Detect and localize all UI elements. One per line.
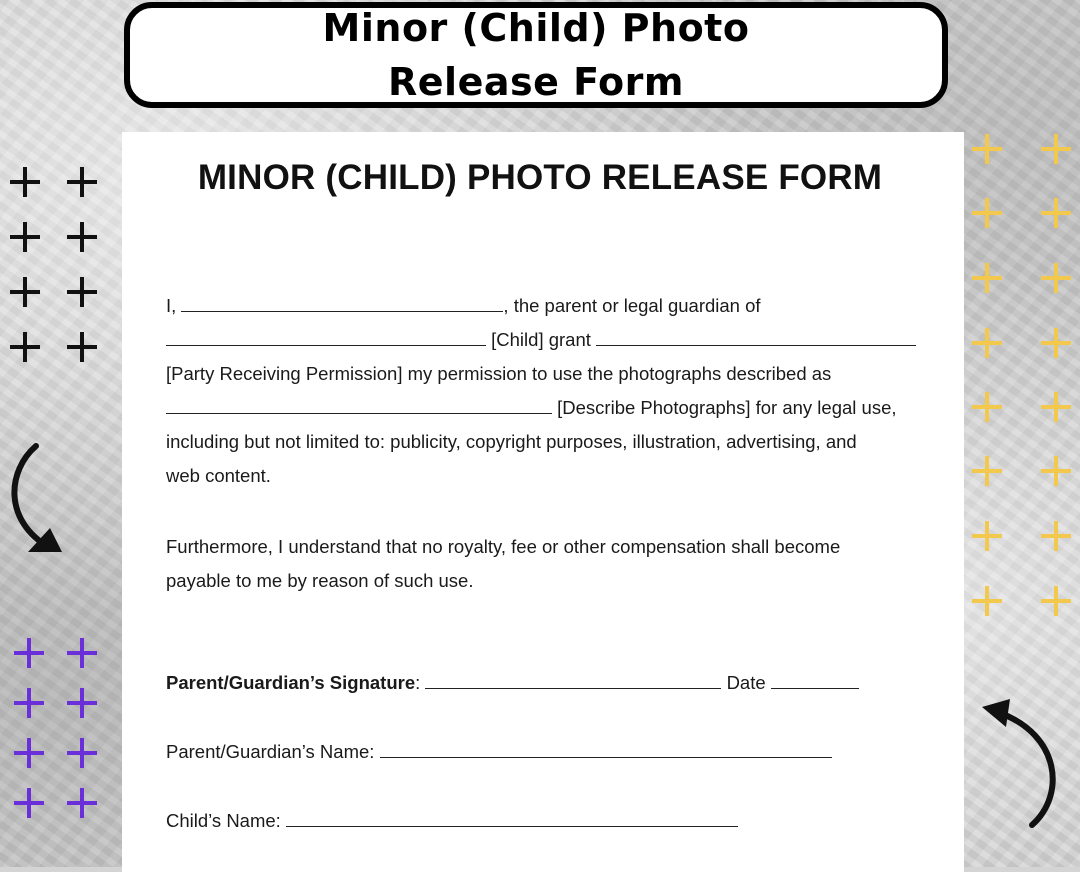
banner-title-line-2: Release Form — [388, 60, 684, 104]
date-blank[interactable] — [771, 668, 859, 689]
child-name-field[interactable] — [286, 806, 738, 827]
form-title: MINOR (CHILD) PHOTO RELEASE FORM — [197, 158, 883, 197]
plus-icon — [972, 263, 1002, 293]
plus-icon — [14, 738, 44, 768]
child-name-row — [166, 806, 738, 832]
plus-icon — [67, 277, 97, 307]
plus-icon — [14, 788, 44, 818]
plus-icon — [67, 222, 97, 252]
compensation-paragraph — [166, 530, 936, 598]
guardian-name-field[interactable] — [380, 737, 832, 758]
party-blank[interactable] — [596, 325, 916, 346]
child-name-label: Child’s Name: — [166, 810, 281, 831]
plus-icon — [972, 521, 1002, 551]
paragraph-line-6: web content. — [166, 465, 271, 486]
plus-icon — [972, 586, 1002, 616]
date-label: Date — [726, 672, 766, 693]
plus-icon — [14, 638, 44, 668]
plus-icon — [67, 688, 97, 718]
plus-icon — [972, 328, 1002, 358]
child-name-blank[interactable] — [166, 325, 486, 346]
plus-icon — [67, 788, 97, 818]
title-banner — [124, 2, 948, 108]
paragraph-line-4: [Describe Photographs] for any legal use, — [166, 391, 936, 425]
plus-icon — [1041, 198, 1071, 228]
signature-row: Parent/Guardian’s Signature: Date — [166, 668, 859, 694]
plus-icon — [972, 198, 1002, 228]
banner-title-line-1: Minor (Child) Photo — [322, 6, 750, 50]
plus-icon — [67, 638, 97, 668]
plus-icon — [1041, 263, 1071, 293]
guardian-name-row — [166, 737, 832, 763]
paragraph-line-3: [Party Receiving Permission] my permission to use the photographs described as — [166, 363, 832, 384]
plus-icon — [972, 134, 1002, 164]
plus-icon — [14, 688, 44, 718]
release-paragraph — [166, 289, 936, 493]
photographs-blank[interactable] — [166, 393, 552, 414]
compensation-line-1: Furthermore, I understand that no royalty, fee or other compensation shall become — [166, 536, 841, 557]
plus-icon — [67, 167, 97, 197]
signature-label: Parent/Guardian’s Signature — [166, 672, 416, 693]
guardian-name-label: Parent/Guardian’s Name: — [166, 741, 375, 762]
plus-icon — [972, 392, 1002, 422]
guardian-name-blank[interactable] — [181, 291, 503, 312]
plus-icon — [1041, 586, 1071, 616]
plus-icon — [10, 277, 40, 307]
paragraph-line-5: including but not limited to: publicity, copyright purposes, illustration, advertising, and — [166, 431, 857, 452]
paragraph-line-1: I, , the parent or legal guardian of — [166, 289, 936, 323]
curved-arrow-icon — [970, 695, 1070, 835]
signature-blank[interactable] — [425, 668, 721, 689]
paragraph-line-2: [Child] grant — [166, 323, 936, 357]
plus-icon — [10, 332, 40, 362]
plus-icon — [1041, 521, 1071, 551]
plus-icon — [1041, 328, 1071, 358]
plus-icon — [10, 222, 40, 252]
plus-icon — [1041, 456, 1071, 486]
plus-icon — [1041, 392, 1071, 422]
curved-arrow-icon — [0, 440, 80, 565]
plus-icon — [67, 332, 97, 362]
plus-icon — [67, 738, 97, 768]
plus-icon — [10, 167, 40, 197]
plus-icon — [972, 456, 1002, 486]
plus-icon — [1041, 134, 1071, 164]
compensation-line-2: payable to me by reason of such use. — [166, 570, 474, 591]
